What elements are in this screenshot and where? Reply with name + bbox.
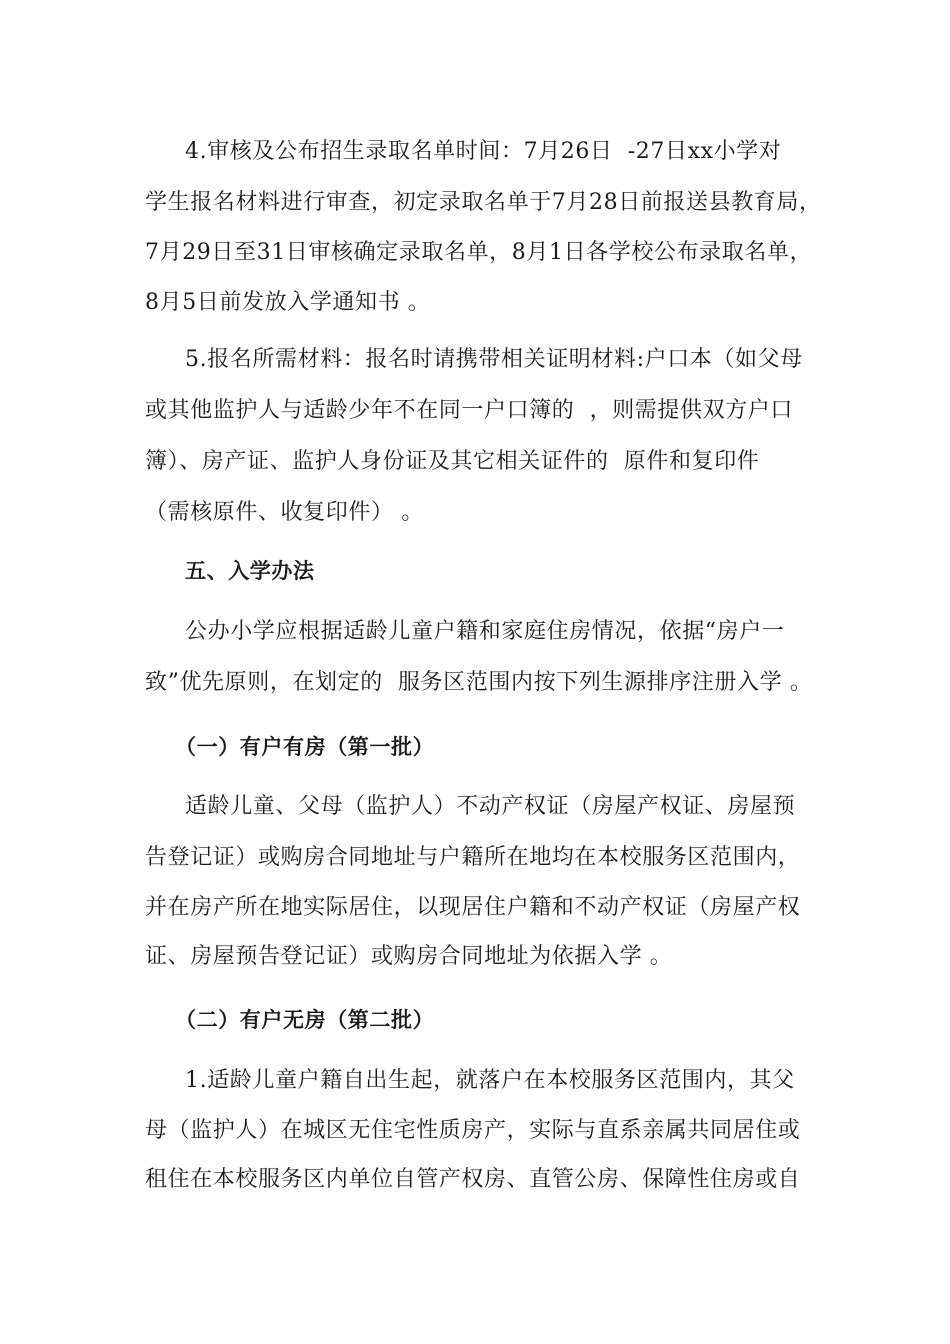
- text-line: 学生报名材料进行审查，初定录取名单于7月28日前报送县教育局，: [145, 190, 822, 215]
- text-line: 5.报名所需材料：报名时请携带相关证明材料:户口本（如父母: [185, 347, 803, 372]
- text-line: 簿）、房产证、监护人身份证及其它相关证件的 原件和复印件: [145, 449, 760, 474]
- text-line: 母（监护人）在城区无住宅性质房产，实际与直系亲属共同居住或: [145, 1118, 801, 1143]
- text-line: 或其他监护人与适龄少年不在同一户口簿的 ，则需提供双方户口: [145, 398, 793, 423]
- text-line: 1.适龄儿童户籍自出生起，就落户在本校服务区范围内，其父: [185, 1068, 795, 1093]
- text-line: 适龄儿童、父母（监护人）不动产权证（房屋产权证、房屋预: [185, 794, 796, 819]
- text-line: 致”优先原则，在划定的 服务区范围内按下列生源排序注册入学 。: [145, 670, 813, 695]
- text-line: 并在房产所在地实际居住，以现居住户籍和不动产权证（房屋产权: [145, 895, 801, 920]
- text-line: 8月5日前发放入学通知书 。: [145, 290, 431, 315]
- text-line: 告登记证）或购房合同地址与户籍所在地均在本校服务区范围内，: [145, 845, 801, 870]
- subsection-heading: （二）有户无房（第二批）: [175, 1008, 435, 1032]
- subsection-heading: （一）有户有房（第一批）: [175, 735, 435, 759]
- text-line: （需核原件、收复印件） 。: [145, 500, 424, 525]
- text-line: 证、房屋预告登记证）或购房合同地址为依据入学 。: [145, 944, 673, 969]
- text-line: 公办小学应根据适龄儿童户籍和家庭住房情况，依据“房户一: [185, 619, 785, 644]
- text-line: 4.审核及公布招生录取名单时间：7月26日 -27日xx小学对: [185, 139, 782, 164]
- text-line: 租住在本校服务区内单位自管产权房、直管公房、保障性住房或自: [145, 1167, 801, 1192]
- section-heading: 五、入学办法: [185, 559, 315, 583]
- text-line: 7月29日至31日审核确定录取名单，8月1日各学校公布录取名单，: [145, 240, 813, 265]
